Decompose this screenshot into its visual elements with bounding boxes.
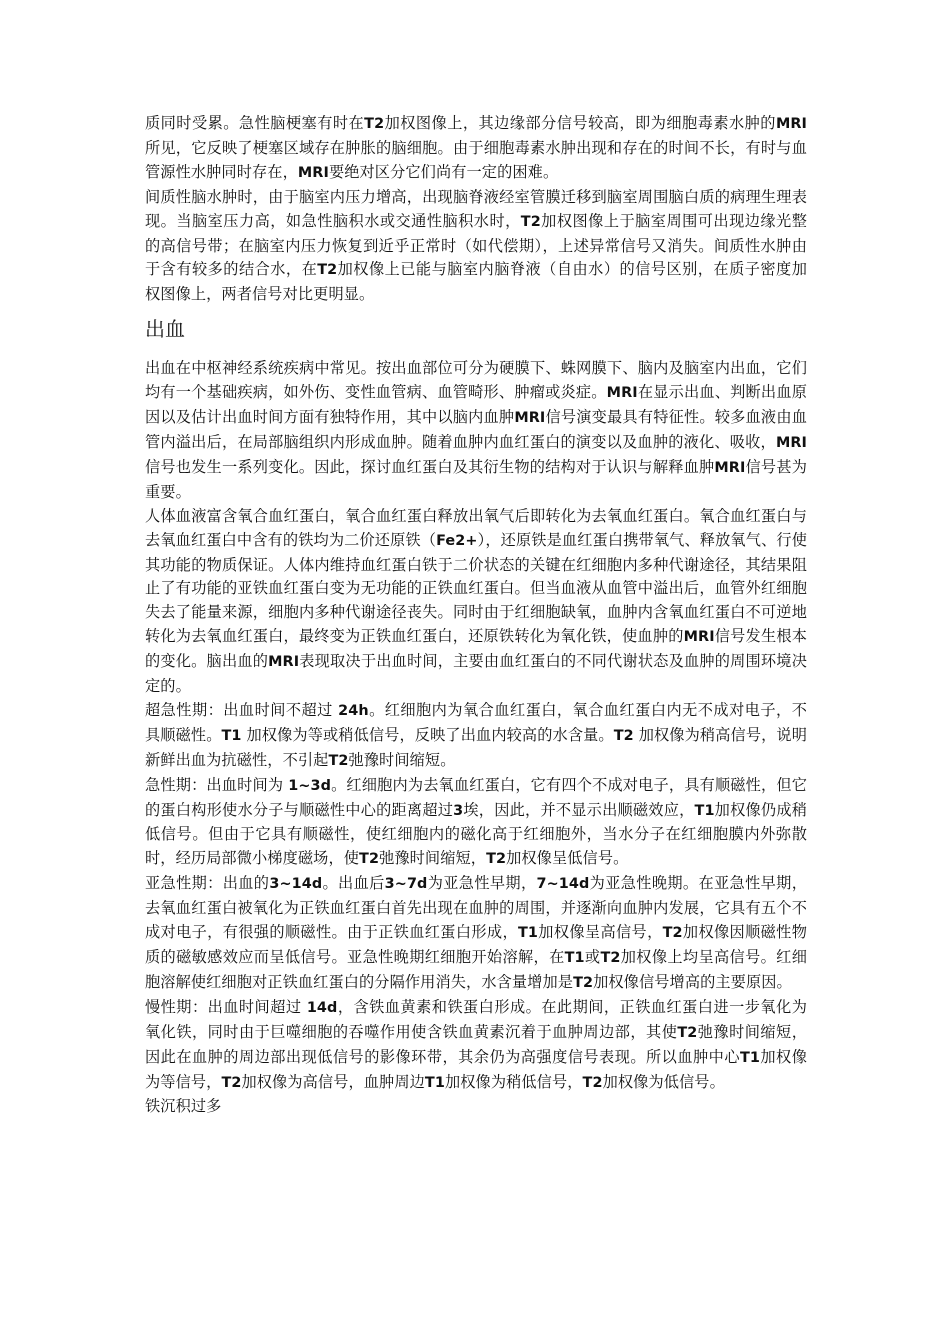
paragraph — [145, 699, 807, 774]
bold-term: MRI — [775, 116, 807, 132]
paragraph — [145, 872, 807, 996]
text-run: 弛豫时间缩短，因此在血肿的周边部出现低信号的影像环带，其余仍为高强度信号表现。所以血肿中心 — [145, 1022, 807, 1066]
bold-term: 3~14d — [269, 876, 323, 893]
bold-term: T2 — [662, 925, 683, 942]
bold-term: MRI — [514, 410, 546, 427]
bold-term: T2 — [600, 950, 621, 966]
text-run: 超急性期：出血时间不超过 — [145, 700, 339, 719]
text-run: 信号演变最具有特征性。较多血液由血管内溢出后，在局部脑组织内形成血肿。随着血肿内血红蛋白的演变以及血肿的液化、吸收， — [145, 408, 807, 451]
bold-term: MRI — [714, 459, 746, 476]
text-run: 加权像呈低信号。 — [506, 849, 629, 868]
paragraph — [145, 774, 807, 873]
paragraph — [145, 112, 807, 186]
bold-term: T1 — [564, 950, 585, 966]
bold-term: T2 — [359, 851, 380, 868]
bold-term: T1 — [739, 1049, 761, 1066]
text-run: 加权像为等信号， — [145, 1047, 807, 1091]
bold-term: MRI — [606, 385, 638, 402]
bold-term: T1 — [694, 802, 715, 819]
bold-term: MRI — [775, 434, 807, 451]
text-run: 。出血后 — [322, 874, 385, 893]
text-run: 。红细胞内为去氧血红蛋白，它有四个不成对电子，具有顺磁性，但它的蛋白构形使水分子与顺磁性中心的距离超过 — [145, 775, 808, 819]
bold-term: T1 — [424, 1074, 445, 1091]
bold-term: 1~3d — [288, 777, 331, 794]
text-run: 信号甚为重要。 — [145, 457, 807, 501]
paragraph — [145, 357, 807, 504]
bold-term: T2 — [486, 851, 507, 868]
text-run: 加权像呈高信号， — [538, 923, 663, 942]
bold-term: T2 — [364, 116, 385, 132]
bold-term: T2 — [221, 1074, 242, 1091]
text-run: 加权像为等或稍低信号，反映了出血内较高的水含量。 — [241, 725, 614, 744]
bold-term: Fe2+ — [436, 532, 478, 549]
text-run: 所见，它反映了梗塞区域存在肿胀的脑细胞。由于细胞毒素水肿出现和存在的时间不长，有时与血管源性水肿同时存在， — [145, 138, 807, 181]
section-heading: 出血 — [145, 317, 185, 342]
text-run: 加权像为低信号。 — [602, 1072, 725, 1091]
text-run: 在显示出血、判断出血原因以及估计出血时间方面有独特作用，其中以脑内血肿 — [145, 383, 807, 427]
bold-term: MRI — [683, 629, 715, 646]
bold-term: MRI — [268, 654, 300, 671]
paragraph — [145, 505, 807, 699]
text-run: 加权像为稍低信号， — [444, 1072, 583, 1091]
bold-term: T1 — [518, 925, 539, 942]
text-run: 人体血液富含氧合血红蛋白，氧合血红蛋白释放出氧气后即转化为去氧血红蛋白。氧合血红蛋白与去氧血红蛋白中含有的铁均为二价还原铁（ — [145, 506, 807, 549]
text-run: 弛豫时间缩短。 — [348, 750, 456, 769]
text-run: 为亚急性晚期。在亚急性早期，去氧血红蛋白被氧化为正铁血红蛋白首先出现在血肿的周围，并逐渐向血肿内发展，它具有五个不成对电子，有很强的顺磁性。由于正铁血红蛋白形成， — [145, 874, 807, 942]
text-run: 亚急性期：出血的 — [145, 874, 270, 893]
bold-term: T2 — [573, 974, 594, 991]
bold-term: T2 — [582, 1074, 603, 1091]
bold-term: 14d — [306, 999, 338, 1016]
paragraph — [145, 186, 807, 308]
text-run: 信号发生根本的变化。脑出血的 — [145, 627, 808, 671]
text-run: 表现取决于出血时间，主要由血红蛋白的不同代谢状态及血肿的周围环境决定的。 — [145, 652, 807, 696]
text-run: 间质性脑水肿时，由于脑室内压力增高，出现脑脊液经室管膜迁移到脑室周围脑白质的病理生理表现。当脑室压力高，如急性脑积水或交通性脑积水时， — [145, 187, 807, 230]
text-run: 加权像上已能与脑室内脑脊液（自由水）的信号区别，在质子密度加权图像上，两者信号对比更明显。 — [145, 260, 807, 304]
text-run: 或 — [584, 948, 601, 966]
text-run: 加权图像上于脑室周围可出现边缘光整的高信号带；在脑室内压力恢复到近乎正常时（如代偿期），上述异常信号又消失。间质性水肿由于含有较多的结合水，在 — [145, 211, 807, 279]
text-run: 。红细胞内为氧合血红蛋白，氧合血红蛋白内无不成对电子，不具顺磁性。 — [145, 700, 807, 744]
text-run: 加权像信号增高的主要原因。 — [593, 972, 792, 991]
bold-term: T1 — [221, 727, 242, 744]
text-run: 为亚急性早期， — [427, 874, 537, 893]
bold-term: T2 — [520, 213, 541, 230]
text-run: 加权像因顺磁性物质的磁敏感效应而呈低信号。亚急性晚期红细胞开始溶解，在 — [145, 923, 807, 966]
text-run: 埃，因此，并不显示出顺磁效应， — [463, 800, 695, 819]
text-run: 铁沉积过多 — [145, 1097, 222, 1116]
text-run: 慢性期：出血时间超过 — [145, 997, 307, 1016]
text-run: ，含铁血黄素和铁蛋白形成。在此期间，正铁血红蛋白进一步氧化为氧化铁，同时由于巨噬细胞的吞噬作用使含铁血黄素沉着于血肿周边部，其使 — [145, 997, 807, 1041]
text-run: 加权像为稍高信号，说明新鲜出血为抗磁性，不引起 — [145, 725, 808, 769]
heading-spacer — [145, 344, 807, 357]
paragraph — [145, 1095, 807, 1119]
text-run: 出血在中枢神经系统疾病中常见。按出血部位可分为硬膜下、蛛网膜下、脑内及脑室内出血，它们均有一个基础疾病，如外伤、变性血管病、血管畸形、肿瘤或炎症。 — [145, 359, 807, 402]
text-run: 加权像上均呈高信号。红细胞溶解使红细胞对正铁血红蛋白的分隔作用消失，水含量增加是 — [145, 948, 808, 991]
bold-term: 7~14d — [536, 876, 590, 893]
text-run: 急性期：出血时间为 — [145, 775, 289, 794]
text-run: 要绝对区分它们尚有一定的困难。 — [328, 162, 559, 181]
document-page — [145, 112, 807, 1119]
bold-term: MRI — [297, 164, 329, 181]
text-run: 加权像仍成稍低信号。但由于它具有顺磁性，使红细胞内的磁化高于红细胞外，当水分子在红细胞膜内外弥散时，经历局部微小梯度磁场，使 — [145, 800, 808, 868]
bold-term: 3~7d — [384, 876, 428, 893]
bold-term: 24h — [338, 702, 369, 719]
text-run: ），还原铁是血红蛋白携带氧气、释放氧气、行使其功能的物质保证。人体内维持血红蛋白铁于二价状态的关键在红细胞内多种代谢途径，其结果阻止了有功能的亚铁血红蛋白变为无功能的正铁血红蛋白。但当血液从血管中溢出后，血管外红细胞失去了能量来源，细胞内多种代谢途径丧失。同时由于红细胞缺氧，血肿内含氧血红蛋白不可逆地转化为去氧血红蛋白，最终变为正铁血红蛋白，还原铁转化为氧化铁，使血肿的 — [145, 530, 807, 646]
paragraph — [145, 996, 807, 1096]
bold-term: 3 — [453, 802, 464, 819]
text-run: 加权像为高信号，血肿周边 — [241, 1072, 425, 1091]
bold-term: T2 — [328, 752, 349, 769]
bold-term: T2 — [613, 727, 634, 744]
text-run: 质同时受累。急性脑梗塞有时在 — [145, 114, 365, 132]
bold-term: T2 — [677, 1024, 698, 1041]
text-run: 加权图像上，其边缘部分信号较高，即为细胞毒素水肿的 — [384, 114, 776, 132]
text-run: 信号也发生一系列变化。因此，探讨血红蛋白及其衍生物的结构对于认识与解释血肿 — [145, 457, 715, 476]
text-run: 弛豫时间缩短， — [379, 849, 487, 868]
bold-term: T2 — [317, 262, 338, 279]
